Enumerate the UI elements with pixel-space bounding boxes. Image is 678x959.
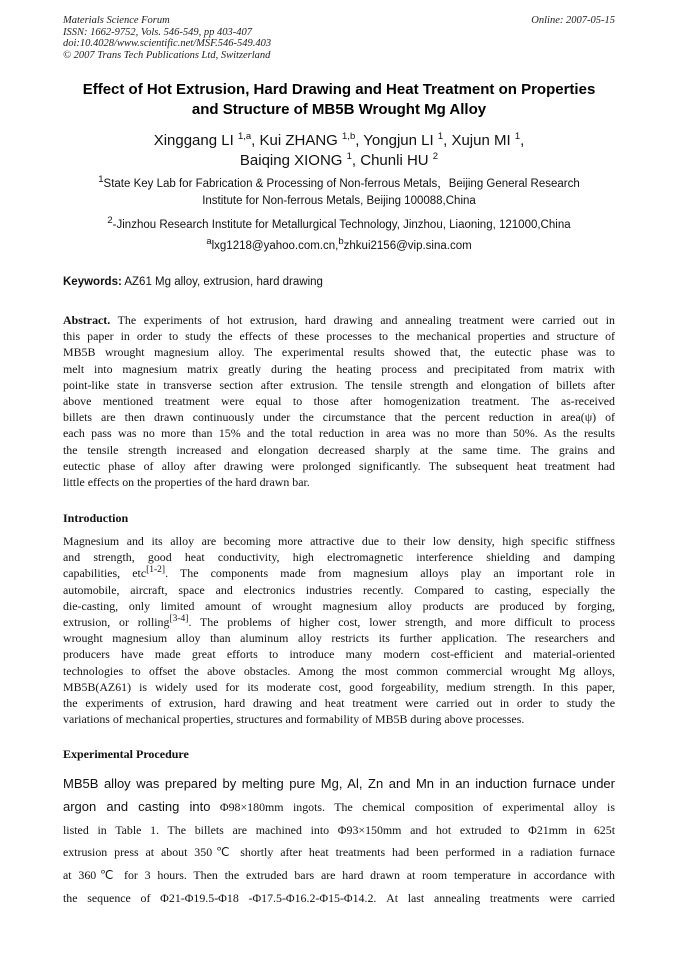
intro-line: die-casting, only limited amount of wrought magnesium alloy products are produced by forging, [63,598,615,613]
citation-ref: [1-2] [146,565,166,576]
intro-line: and strength, good heat conductivity, high electromagnetic interference shielding and damping [63,550,615,565]
author-name: Baiqing XIONG [239,152,347,169]
intro-line: technologies to offset the above obstacles. Among the most common commercial wrought Mg alloys, [63,663,615,678]
intro-line: Magnesium and its alloy are becoming more attractive due to their low density, high specific stiffness [63,534,615,548]
abstract [63,312,615,490]
title-line-1: Effect of Hot Extrusion, Hard Drawing and Heat Treatment on Properties [82,81,596,98]
exp-line: argon and casting into [63,799,211,814]
affil-text: State Key Lab for Fabrication & Processing of Non-ferrous Metals，Beijing General Research [103,178,580,190]
intro-line: wrought magnesium alloy than aluminum alloy restricts its further application. The researchers and [63,631,615,646]
abstract-line: the tensile strength increased and elongation decreased sharply at the same time. The grains and [63,442,615,457]
author-name: , Xujun MI [443,132,515,149]
author-name: , Chunli HU [351,152,433,169]
author-affil-mark: 1,b [342,131,356,142]
online-date: Online: 2007-05-15 [531,15,615,26]
author-affil-mark: 1,a [237,131,252,142]
abstract-line: little effects on the properties of the hard drawn bar. [63,475,310,490]
keywords-text: AZ61 Mg alloy, extrusion, hard drawing [121,276,323,288]
intro-line: . The components made from magnesium alloys play an important role in [165,566,615,581]
abstract-label: Abstract. [63,313,111,327]
affil-mark: 2 [107,215,113,227]
keywords-label: Keywords: [63,276,122,288]
affiliation-1 [40,176,638,210]
journal-doi: doi:10.4028/www.scientific.net/MSF.546-549.403 [63,38,272,49]
journal-header [63,15,271,61]
affiliation-2 [40,217,638,234]
exp-line: MB5B alloy was prepared by melting pure Mg, Al, Zn and Mn in an induction furnace under [63,776,615,791]
abstract-line: each pass was no more than 15% and the total reduction in area was no more than 50%. As the results [63,426,615,441]
email-link: zhkui2156@vip.sina.com [343,240,472,252]
keywords [63,275,615,290]
affil-text: -Jinzhou Research Institute for Metallurgical Technology, Jinzhou, Liaoning, 121000,China [112,219,571,231]
exp-line: listed in Table 1. The billets are machined into Φ93×150mm and hot extruded to Φ21mm in 625t [63,823,615,837]
citation-ref: [3-4] [169,614,189,625]
email-link: lxg1218@yahoo.com.cn, [211,240,339,252]
abstract-line: melt into magnesium matrix greatly during the heating process and precipitated from matrix with [63,361,615,376]
author-list [40,131,638,171]
exp-line: the sequence of Φ21-Φ19.5-Φ18 -Φ17.5-Φ16.2-Φ15-Φ14.2. At last annealing treatments were carried [63,891,615,905]
exp-line: extrusion press at about 350℃ shortly after heat treatments had been performed in a radiation furnace [63,845,615,859]
abstract-line: billets are then drawn continuously under the circumstance that the percent reduction in area(ψ) of [63,410,615,425]
author-name: , Kui ZHANG [251,132,343,149]
journal-copyright: © 2007 Trans Tech Publications Ltd, Switzerland [63,49,271,61]
intro-line: variations of mechanical properties, structures and formability of MB5B during above processes. [63,712,525,727]
affil-mark: 1 [98,174,104,186]
intro-line: . The problems of higher cost, lower strength, and more difficult to process [188,615,615,630]
intro-line: MB5B(AZ61) is widely used for its moderate cost, good forgeability, medium strength. In this paper, [63,679,615,694]
email-mark: a [206,236,212,248]
introduction-text [63,533,615,727]
author-affil-mark: 1 [514,131,521,142]
abstract-line: eutectic phase of alloy after drawing were prolonged significantly. The subsequent heat treatment had [63,458,615,473]
experimental-text [63,773,615,909]
author-emails [40,238,638,255]
author-affil-mark: 1 [346,151,352,162]
exp-line: at 360℃ for 3 hours. Then the extruded bars are hard drawn at room temperature in accordance with [63,868,615,882]
journal-name: Materials Science Forum [63,15,170,26]
abstract-line: MB5B wrought magnesium alloy. The experimental results showed that, the eutectic phase was to [63,345,615,360]
intro-line: capabilities, etc [63,566,147,581]
affil-text: Institute for Non-ferrous Metals, Beijing 100088,China [202,195,476,207]
exp-line: Φ98×180mm ingots. The chemical composition of experimental alloy is [210,800,615,814]
title-line-2: and Structure of MB5B Wrought Mg Alloy [191,100,487,118]
intro-line: producers have made great efforts to introduce many modern cost-efficient and material-oriented [63,647,615,662]
intro-line: extrusion, or rolling [63,615,170,630]
intro-line: automobile, aircraft, space and electronics industries recently. Compared to casting, especially the [63,582,615,597]
abstract-line: this paper in order to study the effects of these processes to the mechanical properties and structure of [63,329,615,344]
author-line-1 [40,131,638,151]
section-heading-introduction: Introduction [63,511,129,525]
intro-line: the experiments of extrusion, hard drawing and heat treatment were carried out in order to study the [63,696,615,711]
paper-title [40,80,638,119]
author-name: Xinggang LI [153,132,238,149]
abstract-line: above mentioned treatment were equal to those after homogenization treatment. The as-received [63,394,615,409]
section-heading-experimental: Experimental Procedure [63,747,189,761]
abstract-line: The experiments of hot extrusion, hard drawing and annealing treatment were carried out in [110,313,615,327]
author-affil-mark: 1 [437,131,444,142]
author-separator: , [520,132,525,149]
abstract-line: point-like state in transverse section after extrusion. The tensile strength and elongation of billets after [63,377,615,392]
email-mark: b [338,236,344,248]
author-name: , Yongjun LI [355,132,438,149]
author-affil-mark: 2 [432,151,439,162]
journal-issn: ISSN: 1662-9752, Vols. 546-549, pp 403-407 [63,26,252,38]
author-line-2 [40,151,638,171]
